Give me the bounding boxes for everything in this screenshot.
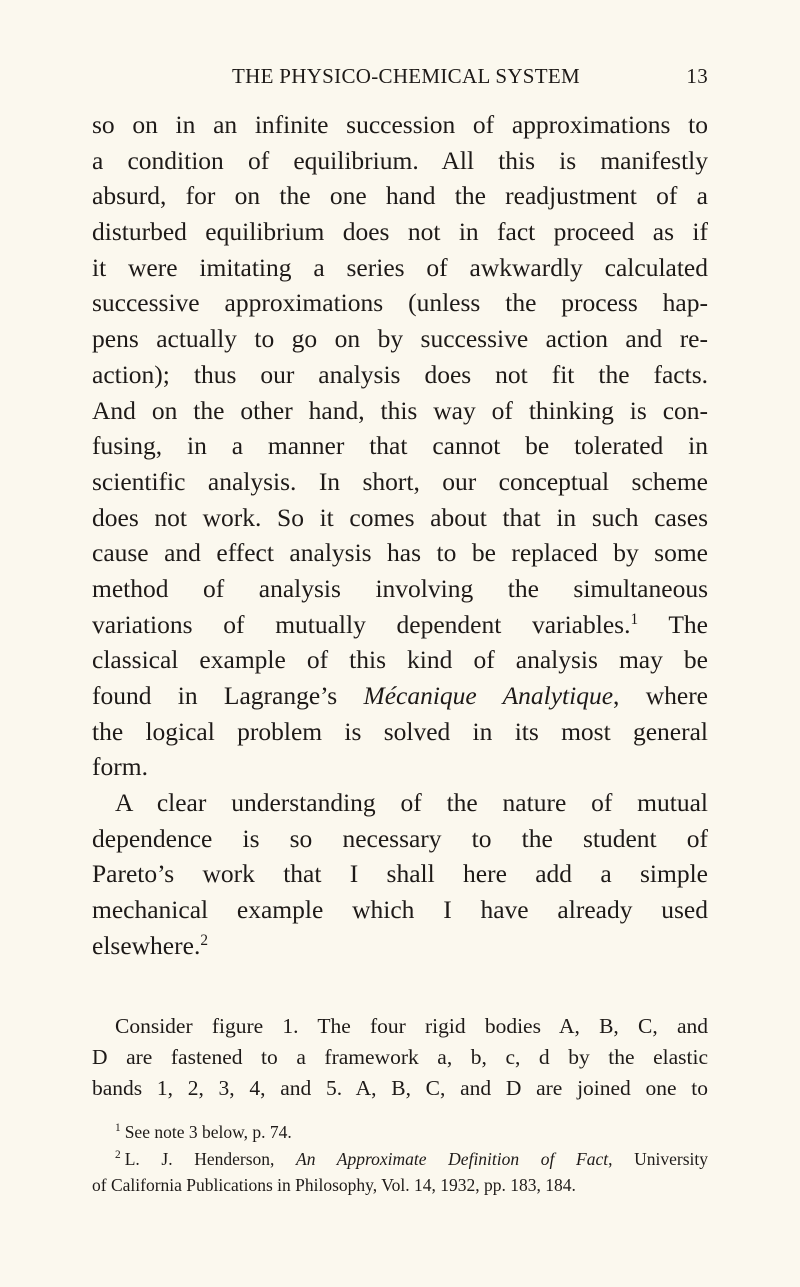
text-line xyxy=(92,464,708,500)
text-span: Pareto’s work that I shall here add a simple xyxy=(92,859,708,889)
text-line xyxy=(92,357,708,393)
text-span: variations of mutually dependent variables. xyxy=(92,609,631,639)
text-span: method of analysis involving the simultaneous xyxy=(92,573,708,603)
text-span: does not work. So it comes about that in such cases xyxy=(92,502,708,532)
text-line xyxy=(92,678,708,714)
text-line xyxy=(92,321,708,357)
text-line xyxy=(92,107,708,143)
text-span: bands 1, 2, 3, 4, and 5. A, B, C, and D are joined one to xyxy=(92,1076,708,1100)
italic-title: Mécanique Analytique xyxy=(363,681,614,710)
text-span: cause and effect analysis has to be replaced by some xyxy=(92,538,708,568)
text-line xyxy=(92,285,708,321)
text-span: elsewhere. xyxy=(92,930,201,960)
text-line xyxy=(92,607,708,643)
text-line xyxy=(92,749,708,785)
text-span: found in Lagrange’s xyxy=(92,681,364,710)
text-line xyxy=(92,642,708,678)
text-span: And on the other hand, this way of thinking is con- xyxy=(92,395,708,425)
text-span: , University xyxy=(608,1148,708,1169)
text-span: successive approximations (unless the process hap- xyxy=(92,288,708,318)
text-span: the logical problem is solved in its most general xyxy=(92,716,708,746)
text-line xyxy=(92,1011,708,1042)
text-line xyxy=(92,143,708,179)
text-line xyxy=(92,571,708,607)
text-span: disturbed equilibrium does not in fact proceed as if xyxy=(92,217,708,247)
text-span: D are fastened to a framework a, b, c, d by the elastic xyxy=(92,1045,708,1069)
text-line xyxy=(92,785,708,821)
text-span: A clear understanding of the nature of mutual xyxy=(115,788,708,818)
text-span: mechanical example which I have already used xyxy=(92,895,708,925)
footnote-marker: 2 xyxy=(115,1148,121,1161)
text-span: a condition of equilibrium. All this is manifestly xyxy=(92,145,708,175)
footnote-line xyxy=(92,1172,708,1199)
text-span: action); thus our analysis does not fit the facts. xyxy=(92,359,708,389)
text-span: absurd, for on the one hand the readjustment of a xyxy=(92,181,708,211)
text-span: scientific analysis. In short, our conceptual scheme xyxy=(92,466,708,496)
text-line xyxy=(92,535,708,571)
text-line xyxy=(92,428,708,464)
text-line xyxy=(92,250,708,286)
text-line xyxy=(92,393,708,429)
text-span: it were imitating a series of awkwardly calculated xyxy=(92,252,708,282)
body-paragraph-figure xyxy=(92,1011,708,1104)
text-span: See note 3 below, p. 74. xyxy=(124,1122,292,1142)
text-span: so on in an infinite succession of approximations to xyxy=(92,110,708,139)
page-number: 13 xyxy=(686,64,708,88)
text-span: fusing, in a manner that cannot be tolerated in xyxy=(92,431,708,461)
text-span: dependence is so necessary to the student of xyxy=(92,823,708,853)
text-line xyxy=(92,1073,708,1104)
italic-title: An Approximate Definition of Fact xyxy=(296,1148,609,1169)
text-line xyxy=(92,178,708,214)
text-line xyxy=(92,928,708,964)
text-span: , where xyxy=(613,681,708,710)
footnotes xyxy=(92,1119,708,1199)
text-span: pens actually to go on by successive action and re- xyxy=(92,324,708,354)
footnote-marker: 1 xyxy=(630,610,639,628)
text-line xyxy=(92,856,708,892)
text-span: The xyxy=(638,609,708,639)
text-span: L. J. Henderson, xyxy=(124,1148,297,1169)
text-line xyxy=(92,214,708,250)
footnote-line xyxy=(92,1119,708,1146)
body-text xyxy=(92,107,708,964)
text-span: classical example of this kind of analysis may be xyxy=(92,645,708,675)
text-line xyxy=(92,500,708,536)
text-span: of California Publications in Philosophy, Vol. 14, 1932, pp. 183, 184. xyxy=(92,1175,576,1195)
footnote-line xyxy=(92,1146,708,1173)
text-line xyxy=(92,1042,708,1073)
footnote-marker: 2 xyxy=(200,931,208,949)
running-title: THE PHYSICO-CHEMICAL SYSTEM xyxy=(232,64,581,88)
text-line xyxy=(92,714,708,750)
text-line xyxy=(92,821,708,857)
text-span: Consider figure 1. The four rigid bodies A, B, C, and xyxy=(115,1014,708,1038)
text-span: form. xyxy=(92,752,148,782)
text-line xyxy=(92,892,708,928)
footnote-marker: 1 xyxy=(115,1122,121,1135)
